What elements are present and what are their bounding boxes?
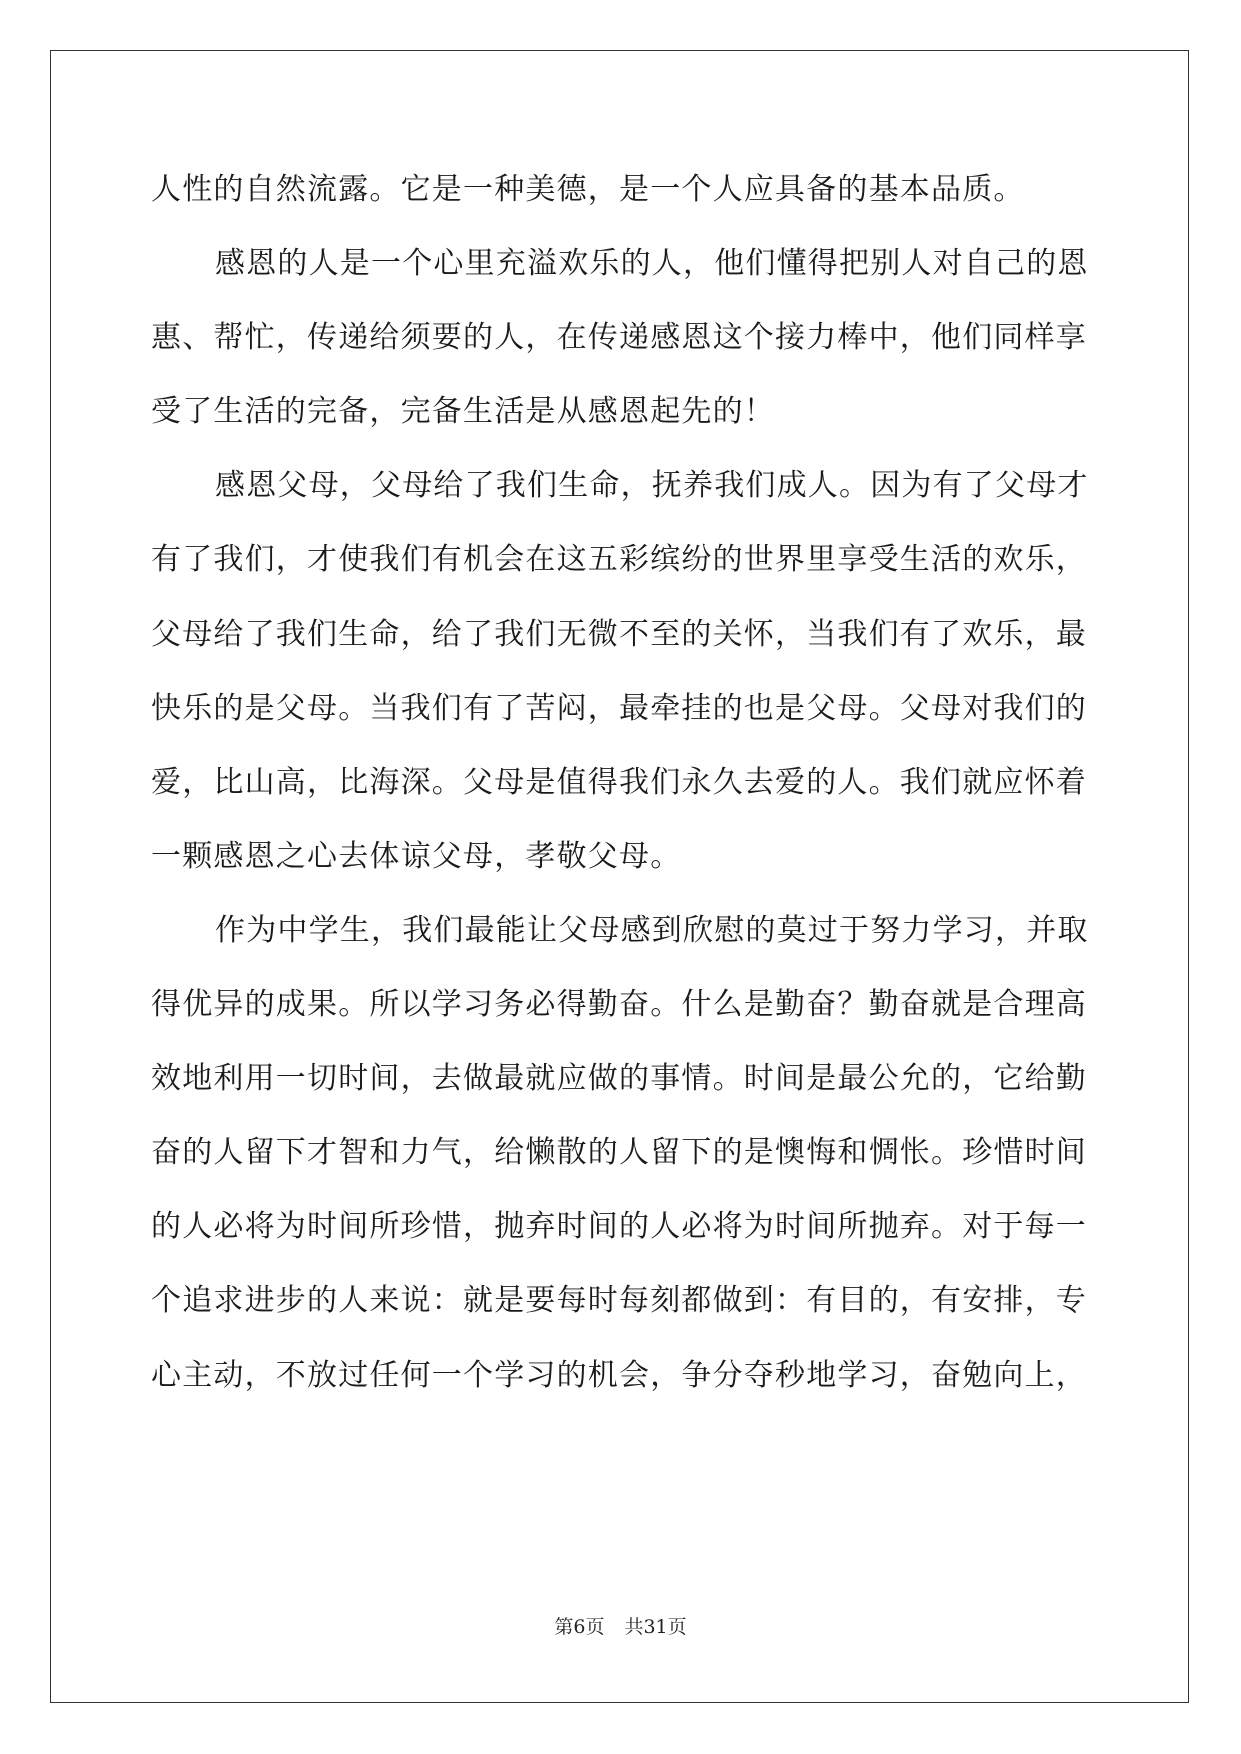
text-line: 有了我们，才使我们有机会在这五彩缤纷的世界里享受生活的欢乐， (151, 542, 1087, 578)
text-line: 奋的人留下才智和力气，给懒散的人留下的是懊悔和惆怅。珍惜时间 (151, 1135, 1087, 1171)
document-body (151, 162, 1089, 1422)
text-line: 个追求进步的人来说：就是要每时每刻都做到：有目的，有安排，专 (151, 1283, 1087, 1319)
text-line: 效地利用一切时间，去做最就应做的事情。时间是最公允的，它给勤 (151, 1061, 1087, 1097)
text-line: 父母给了我们生命，给了我们无微不至的关怀，当我们有了欢乐，最 (151, 616, 1087, 652)
page-footer (0, 1612, 1241, 1639)
text-line: 的人必将为时间所珍惜，抛弃时间的人必将为时间所抛弃。对于每一 (151, 1209, 1087, 1245)
text-line: 受了生活的完备，完备生活是从感恩起先的！ (151, 394, 775, 430)
text-line: 作为中学生，我们最能让父母感到欣慰的莫过于努力学习，并取 (215, 912, 1089, 948)
text-line: 心主动，不放过任何一个学习的机会，争分夺秒地学习，奋勉向上， (151, 1357, 1087, 1393)
text-line: 快乐的是父母。当我们有了苦闷，最牵挂的也是父母。父母对我们的 (151, 690, 1087, 726)
text-line: 感恩的人是一个心里充溢欢乐的人，他们懂得把别人对自己的恩 (215, 246, 1089, 282)
page-total: 共31页 (624, 1616, 687, 1638)
text-line: 得优异的成果。所以学习务必得勤奋。什么是勤奋？勤奋就是合理高 (151, 987, 1087, 1023)
text-line: 人性的自然流露。它是一种美德，是一个人应具备的基本品质。 (151, 172, 1025, 207)
page-number: 第6页 (554, 1616, 605, 1638)
text-line: 爱，比山高，比海深。父母是值得我们永久去爱的人。我们就应怀着 (151, 764, 1087, 800)
text-line: 惠、帮忙，传递给须要的人，在传递感恩这个接力棒中，他们同样享 (151, 320, 1087, 356)
text-line: 感恩父母，父母给了我们生命，抚养我们成人。因为有了父母才 (215, 468, 1089, 504)
text-line: 一颗感恩之心去体谅父母，孝敬父母。 (151, 838, 682, 874)
